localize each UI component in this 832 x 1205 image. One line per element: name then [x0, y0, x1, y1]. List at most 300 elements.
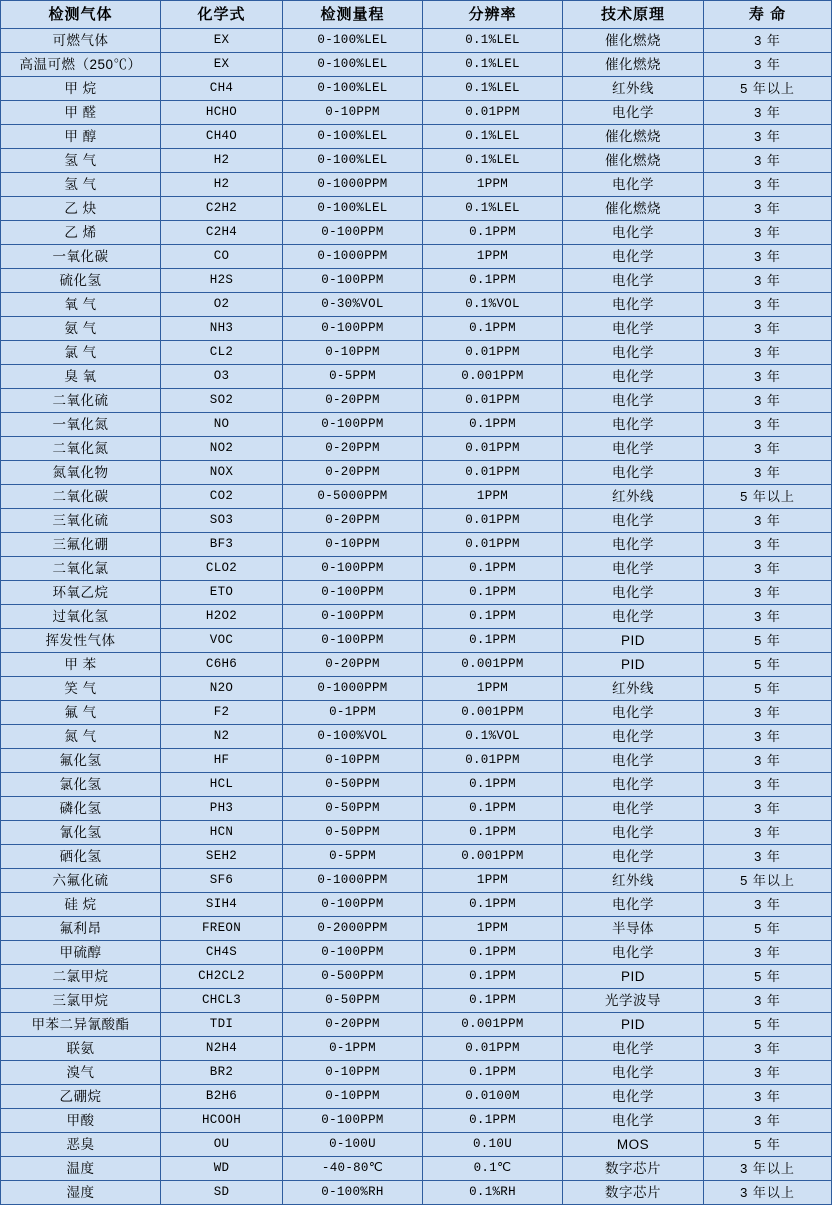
cell-formula: SIH4: [161, 893, 283, 917]
cell-principle: 数字芯片: [563, 1181, 704, 1205]
cell-principle: 电化学: [563, 221, 704, 245]
cell-gas: 氨 气: [1, 317, 161, 341]
cell-range: 0-100PPM: [283, 629, 423, 653]
table-row: [1, 725, 832, 749]
cell-range: 0-20PPM: [283, 389, 423, 413]
cell-range: 0-30%VOL: [283, 293, 423, 317]
cell-lifespan: 3 年: [704, 1109, 832, 1133]
cell-principle: 红外线: [563, 77, 704, 101]
cell-gas: 氯 气: [1, 341, 161, 365]
table-row: [1, 317, 832, 341]
cell-range: 0-100%LEL: [283, 197, 423, 221]
table-row: [1, 413, 832, 437]
cell-lifespan: 3 年: [704, 461, 832, 485]
cell-formula: F2: [161, 701, 283, 725]
table-row: [1, 269, 832, 293]
cell-lifespan: 3 年: [704, 293, 832, 317]
cell-range: 0-1PPM: [283, 1037, 423, 1061]
cell-range: 0-100%VOL: [283, 725, 423, 749]
cell-gas: 二氧化氯: [1, 557, 161, 581]
cell-formula: HF: [161, 749, 283, 773]
cell-lifespan: 5 年: [704, 629, 832, 653]
cell-lifespan: 3 年: [704, 365, 832, 389]
cell-lifespan: 5 年: [704, 1013, 832, 1037]
cell-range: 0-10PPM: [283, 1061, 423, 1085]
cell-resolution: 0.1PPM: [423, 773, 563, 797]
cell-principle: 电化学: [563, 557, 704, 581]
cell-formula: C2H2: [161, 197, 283, 221]
cell-resolution: 0.01PPM: [423, 437, 563, 461]
cell-gas: 二氧化硫: [1, 389, 161, 413]
cell-formula: CLO2: [161, 557, 283, 581]
cell-resolution: 0.1%VOL: [423, 293, 563, 317]
cell-formula: WD: [161, 1157, 283, 1181]
cell-lifespan: 3 年以上: [704, 1157, 832, 1181]
cell-formula: PH3: [161, 797, 283, 821]
cell-lifespan: 3 年: [704, 413, 832, 437]
cell-gas: 一氧化氮: [1, 413, 161, 437]
cell-lifespan: 3 年: [704, 821, 832, 845]
cell-gas: 甲酸: [1, 1109, 161, 1133]
cell-lifespan: 3 年: [704, 1037, 832, 1061]
cell-gas: 磷化氢: [1, 797, 161, 821]
cell-lifespan: 3 年: [704, 1061, 832, 1085]
cell-resolution: 0.01PPM: [423, 509, 563, 533]
table-header-row: [1, 1, 832, 29]
cell-resolution: 0.001PPM: [423, 365, 563, 389]
cell-lifespan: 3 年: [704, 389, 832, 413]
cell-gas: 甲 醇: [1, 125, 161, 149]
cell-gas: 甲 苯: [1, 653, 161, 677]
column-header-principle: 技术原理: [563, 1, 704, 29]
cell-principle: PID: [563, 1013, 704, 1037]
cell-resolution: 0.01PPM: [423, 101, 563, 125]
table-row: [1, 461, 832, 485]
cell-resolution: 0.1%LEL: [423, 77, 563, 101]
cell-range: 0-100PPM: [283, 413, 423, 437]
table-row: [1, 509, 832, 533]
cell-gas: 氢 气: [1, 173, 161, 197]
cell-gas: 联氨: [1, 1037, 161, 1061]
cell-gas: 氯化氢: [1, 773, 161, 797]
cell-gas: 三氧化硫: [1, 509, 161, 533]
cell-range: 0-1000PPM: [283, 869, 423, 893]
cell-formula: C2H4: [161, 221, 283, 245]
table-row: [1, 941, 832, 965]
cell-range: 0-2000PPM: [283, 917, 423, 941]
cell-principle: 电化学: [563, 269, 704, 293]
cell-lifespan: 3 年: [704, 245, 832, 269]
cell-range: 0-10PPM: [283, 341, 423, 365]
cell-lifespan: 3 年: [704, 557, 832, 581]
cell-formula: N2: [161, 725, 283, 749]
cell-gas: 乙 炔: [1, 197, 161, 221]
cell-range: 0-10PPM: [283, 101, 423, 125]
cell-range: 0-100U: [283, 1133, 423, 1157]
column-header-gas: 检测气体: [1, 1, 161, 29]
table-row: [1, 149, 832, 173]
table-row: [1, 245, 832, 269]
cell-formula: N2H4: [161, 1037, 283, 1061]
cell-gas: 可燃气体: [1, 29, 161, 53]
cell-range: 0-10PPM: [283, 533, 423, 557]
cell-formula: CH2CL2: [161, 965, 283, 989]
cell-range: 0-100PPM: [283, 581, 423, 605]
cell-lifespan: 3 年以上: [704, 1181, 832, 1205]
cell-formula: CO2: [161, 485, 283, 509]
table-row: [1, 893, 832, 917]
cell-resolution: 0.1%LEL: [423, 197, 563, 221]
cell-formula: NO2: [161, 437, 283, 461]
cell-principle: 红外线: [563, 869, 704, 893]
table-row: [1, 101, 832, 125]
table-header: [1, 1, 832, 29]
cell-lifespan: 3 年: [704, 725, 832, 749]
cell-lifespan: 5 年以上: [704, 869, 832, 893]
cell-principle: 电化学: [563, 605, 704, 629]
cell-formula: B2H6: [161, 1085, 283, 1109]
cell-resolution: 0.1PPM: [423, 965, 563, 989]
cell-gas: 甲 烷: [1, 77, 161, 101]
cell-principle: 电化学: [563, 749, 704, 773]
cell-lifespan: 3 年: [704, 773, 832, 797]
table-row: [1, 749, 832, 773]
cell-resolution: 0.1PPM: [423, 221, 563, 245]
cell-formula: CHCL3: [161, 989, 283, 1013]
cell-formula: EX: [161, 53, 283, 77]
cell-gas: 氰化氢: [1, 821, 161, 845]
cell-lifespan: 3 年: [704, 173, 832, 197]
cell-formula: NOX: [161, 461, 283, 485]
cell-range: 0-100PPM: [283, 605, 423, 629]
cell-resolution: 0.1%LEL: [423, 125, 563, 149]
table-row: [1, 197, 832, 221]
cell-formula: BR2: [161, 1061, 283, 1085]
cell-formula: ETO: [161, 581, 283, 605]
cell-lifespan: 3 年: [704, 149, 832, 173]
cell-principle: 催化燃烧: [563, 29, 704, 53]
table-row: [1, 1061, 832, 1085]
cell-formula: HCOOH: [161, 1109, 283, 1133]
cell-lifespan: 3 年: [704, 605, 832, 629]
cell-gas: 二氧化氮: [1, 437, 161, 461]
table-row: [1, 773, 832, 797]
cell-gas: 甲硫醇: [1, 941, 161, 965]
cell-range: 0-100PPM: [283, 269, 423, 293]
cell-formula: CO: [161, 245, 283, 269]
cell-range: 0-100PPM: [283, 893, 423, 917]
table-row: [1, 917, 832, 941]
cell-principle: 电化学: [563, 437, 704, 461]
cell-range: -40-80℃: [283, 1157, 423, 1181]
cell-resolution: 0.01PPM: [423, 341, 563, 365]
cell-principle: 红外线: [563, 485, 704, 509]
cell-resolution: 0.1%LEL: [423, 53, 563, 77]
cell-principle: 电化学: [563, 173, 704, 197]
table-row: [1, 869, 832, 893]
cell-gas: 六氟化硫: [1, 869, 161, 893]
cell-principle: 电化学: [563, 581, 704, 605]
cell-gas: 高温可燃（250℃）: [1, 53, 161, 77]
cell-range: 0-100%LEL: [283, 149, 423, 173]
cell-resolution: 1PPM: [423, 485, 563, 509]
cell-gas: 氮 气: [1, 725, 161, 749]
cell-gas: 过氧化氢: [1, 605, 161, 629]
cell-resolution: 0.001PPM: [423, 1013, 563, 1037]
cell-formula: BF3: [161, 533, 283, 557]
cell-lifespan: 5 年: [704, 965, 832, 989]
cell-formula: SEH2: [161, 845, 283, 869]
cell-lifespan: 3 年: [704, 29, 832, 53]
cell-formula: SF6: [161, 869, 283, 893]
cell-lifespan: 3 年: [704, 437, 832, 461]
cell-principle: 催化燃烧: [563, 125, 704, 149]
table-row: [1, 797, 832, 821]
column-header-lifespan: 寿 命: [704, 1, 832, 29]
cell-resolution: 0.1%VOL: [423, 725, 563, 749]
cell-lifespan: 3 年: [704, 341, 832, 365]
cell-lifespan: 5 年: [704, 1133, 832, 1157]
cell-principle: 电化学: [563, 797, 704, 821]
cell-gas: 笑 气: [1, 677, 161, 701]
cell-principle: 电化学: [563, 293, 704, 317]
table-row: [1, 653, 832, 677]
cell-principle: 电化学: [563, 845, 704, 869]
cell-formula: C6H6: [161, 653, 283, 677]
cell-lifespan: 3 年: [704, 749, 832, 773]
cell-gas: 硫化氢: [1, 269, 161, 293]
table-row: [1, 1013, 832, 1037]
cell-principle: 电化学: [563, 413, 704, 437]
cell-principle: 电化学: [563, 1109, 704, 1133]
cell-gas: 乙 烯: [1, 221, 161, 245]
cell-formula: TDI: [161, 1013, 283, 1037]
cell-lifespan: 3 年: [704, 581, 832, 605]
cell-gas: 三氯甲烷: [1, 989, 161, 1013]
cell-principle: 电化学: [563, 893, 704, 917]
cell-resolution: 0.1PPM: [423, 629, 563, 653]
cell-principle: 红外线: [563, 677, 704, 701]
cell-resolution: 0.1PPM: [423, 989, 563, 1013]
cell-resolution: 0.10U: [423, 1133, 563, 1157]
cell-gas: 挥发性气体: [1, 629, 161, 653]
table-row: [1, 965, 832, 989]
cell-lifespan: 3 年: [704, 221, 832, 245]
cell-formula: SO2: [161, 389, 283, 413]
table-row: [1, 53, 832, 77]
cell-resolution: 1PPM: [423, 917, 563, 941]
table-row: [1, 533, 832, 557]
cell-range: 0-100%LEL: [283, 29, 423, 53]
cell-resolution: 0.1PPM: [423, 413, 563, 437]
cell-resolution: 0.001PPM: [423, 701, 563, 725]
cell-range: 0-1000PPM: [283, 245, 423, 269]
cell-principle: 半导体: [563, 917, 704, 941]
cell-principle: PID: [563, 629, 704, 653]
cell-resolution: 0.01PPM: [423, 389, 563, 413]
cell-principle: 电化学: [563, 941, 704, 965]
cell-lifespan: 3 年: [704, 101, 832, 125]
cell-resolution: 0.1PPM: [423, 893, 563, 917]
column-header-range: 检测量程: [283, 1, 423, 29]
cell-lifespan: 3 年: [704, 509, 832, 533]
cell-lifespan: 3 年: [704, 53, 832, 77]
cell-resolution: 1PPM: [423, 173, 563, 197]
cell-range: 0-1PPM: [283, 701, 423, 725]
cell-lifespan: 3 年: [704, 317, 832, 341]
cell-gas: 甲苯二异氰酸酯: [1, 1013, 161, 1037]
cell-gas: 二氯甲烷: [1, 965, 161, 989]
cell-principle: MOS: [563, 1133, 704, 1157]
table-row: [1, 1157, 832, 1181]
table-row: [1, 1109, 832, 1133]
table-body: [1, 29, 832, 1205]
table-row: [1, 125, 832, 149]
cell-lifespan: 3 年: [704, 1085, 832, 1109]
cell-range: 0-50PPM: [283, 797, 423, 821]
cell-resolution: 0.001PPM: [423, 653, 563, 677]
table-row: [1, 821, 832, 845]
cell-formula: H2O2: [161, 605, 283, 629]
cell-principle: 电化学: [563, 1037, 704, 1061]
cell-range: 0-5PPM: [283, 845, 423, 869]
cell-range: 0-20PPM: [283, 437, 423, 461]
cell-principle: 电化学: [563, 701, 704, 725]
cell-gas: 三氟化硼: [1, 533, 161, 557]
cell-principle: 电化学: [563, 245, 704, 269]
table-row: [1, 1037, 832, 1061]
table-row: [1, 1133, 832, 1157]
cell-range: 0-100%LEL: [283, 53, 423, 77]
table-row: [1, 557, 832, 581]
cell-resolution: 0.01PPM: [423, 1037, 563, 1061]
cell-principle: 催化燃烧: [563, 197, 704, 221]
table-row: [1, 845, 832, 869]
cell-principle: 电化学: [563, 1061, 704, 1085]
cell-gas: 湿度: [1, 1181, 161, 1205]
cell-resolution: 0.01PPM: [423, 533, 563, 557]
cell-range: 0-20PPM: [283, 461, 423, 485]
cell-formula: OU: [161, 1133, 283, 1157]
table-row: [1, 677, 832, 701]
cell-resolution: 0.1PPM: [423, 1109, 563, 1133]
cell-principle: 电化学: [563, 821, 704, 845]
cell-resolution: 0.1%RH: [423, 1181, 563, 1205]
cell-principle: PID: [563, 653, 704, 677]
cell-principle: 电化学: [563, 773, 704, 797]
table-row: [1, 1181, 832, 1205]
cell-lifespan: 5 年: [704, 917, 832, 941]
cell-range: 0-500PPM: [283, 965, 423, 989]
cell-resolution: 0.1PPM: [423, 941, 563, 965]
cell-gas: 氟 气: [1, 701, 161, 725]
cell-lifespan: 3 年: [704, 941, 832, 965]
cell-formula: CL2: [161, 341, 283, 365]
cell-range: 0-100PPM: [283, 557, 423, 581]
cell-resolution: 0.1PPM: [423, 557, 563, 581]
cell-principle: PID: [563, 965, 704, 989]
cell-range: 0-5PPM: [283, 365, 423, 389]
cell-resolution: 0.01PPM: [423, 749, 563, 773]
cell-lifespan: 3 年: [704, 893, 832, 917]
cell-resolution: 0.1PPM: [423, 797, 563, 821]
cell-gas: 臭 氧: [1, 365, 161, 389]
cell-resolution: 0.1PPM: [423, 269, 563, 293]
table-row: [1, 701, 832, 725]
table-row: [1, 77, 832, 101]
cell-resolution: 0.1%LEL: [423, 149, 563, 173]
table-row: [1, 629, 832, 653]
cell-formula: NO: [161, 413, 283, 437]
table-row: [1, 341, 832, 365]
cell-gas: 一氧化碳: [1, 245, 161, 269]
cell-resolution: 0.1PPM: [423, 581, 563, 605]
cell-formula: FREON: [161, 917, 283, 941]
cell-lifespan: 3 年: [704, 269, 832, 293]
cell-lifespan: 5 年: [704, 677, 832, 701]
cell-lifespan: 3 年: [704, 125, 832, 149]
table-row: [1, 989, 832, 1013]
cell-formula: H2S: [161, 269, 283, 293]
cell-range: 0-100%RH: [283, 1181, 423, 1205]
cell-gas: 硒化氢: [1, 845, 161, 869]
cell-principle: 电化学: [563, 509, 704, 533]
table-row: [1, 173, 832, 197]
cell-formula: VOC: [161, 629, 283, 653]
cell-range: 0-20PPM: [283, 1013, 423, 1037]
cell-gas: 恶臭: [1, 1133, 161, 1157]
cell-resolution: 0.001PPM: [423, 845, 563, 869]
cell-resolution: 1PPM: [423, 869, 563, 893]
cell-range: 0-100PPM: [283, 221, 423, 245]
cell-principle: 电化学: [563, 341, 704, 365]
cell-gas: 甲 醛: [1, 101, 161, 125]
cell-lifespan: 3 年: [704, 845, 832, 869]
cell-lifespan: 5 年以上: [704, 485, 832, 509]
table-row: [1, 293, 832, 317]
cell-gas: 环氧乙烷: [1, 581, 161, 605]
cell-range: 0-1000PPM: [283, 677, 423, 701]
cell-principle: 电化学: [563, 365, 704, 389]
cell-range: 0-5000PPM: [283, 485, 423, 509]
cell-gas: 氮氧化物: [1, 461, 161, 485]
cell-lifespan: 3 年: [704, 701, 832, 725]
table-row: [1, 437, 832, 461]
cell-range: 0-1000PPM: [283, 173, 423, 197]
column-header-resolution: 分辨率: [423, 1, 563, 29]
cell-formula: HCN: [161, 821, 283, 845]
cell-resolution: 0.0100M: [423, 1085, 563, 1109]
cell-range: 0-100%LEL: [283, 125, 423, 149]
cell-range: 0-20PPM: [283, 653, 423, 677]
column-header-formula: 化学式: [161, 1, 283, 29]
cell-formula: H2: [161, 173, 283, 197]
cell-formula: CH4S: [161, 941, 283, 965]
cell-lifespan: 5 年: [704, 653, 832, 677]
cell-range: 0-20PPM: [283, 509, 423, 533]
cell-gas: 氟化氢: [1, 749, 161, 773]
cell-gas: 二氧化碳: [1, 485, 161, 509]
cell-gas: 溴气: [1, 1061, 161, 1085]
cell-gas: 温度: [1, 1157, 161, 1181]
cell-principle: 电化学: [563, 533, 704, 557]
cell-gas: 乙硼烷: [1, 1085, 161, 1109]
cell-principle: 催化燃烧: [563, 53, 704, 77]
cell-formula: H2: [161, 149, 283, 173]
cell-formula: NH3: [161, 317, 283, 341]
cell-range: 0-10PPM: [283, 749, 423, 773]
cell-gas: 硅 烷: [1, 893, 161, 917]
